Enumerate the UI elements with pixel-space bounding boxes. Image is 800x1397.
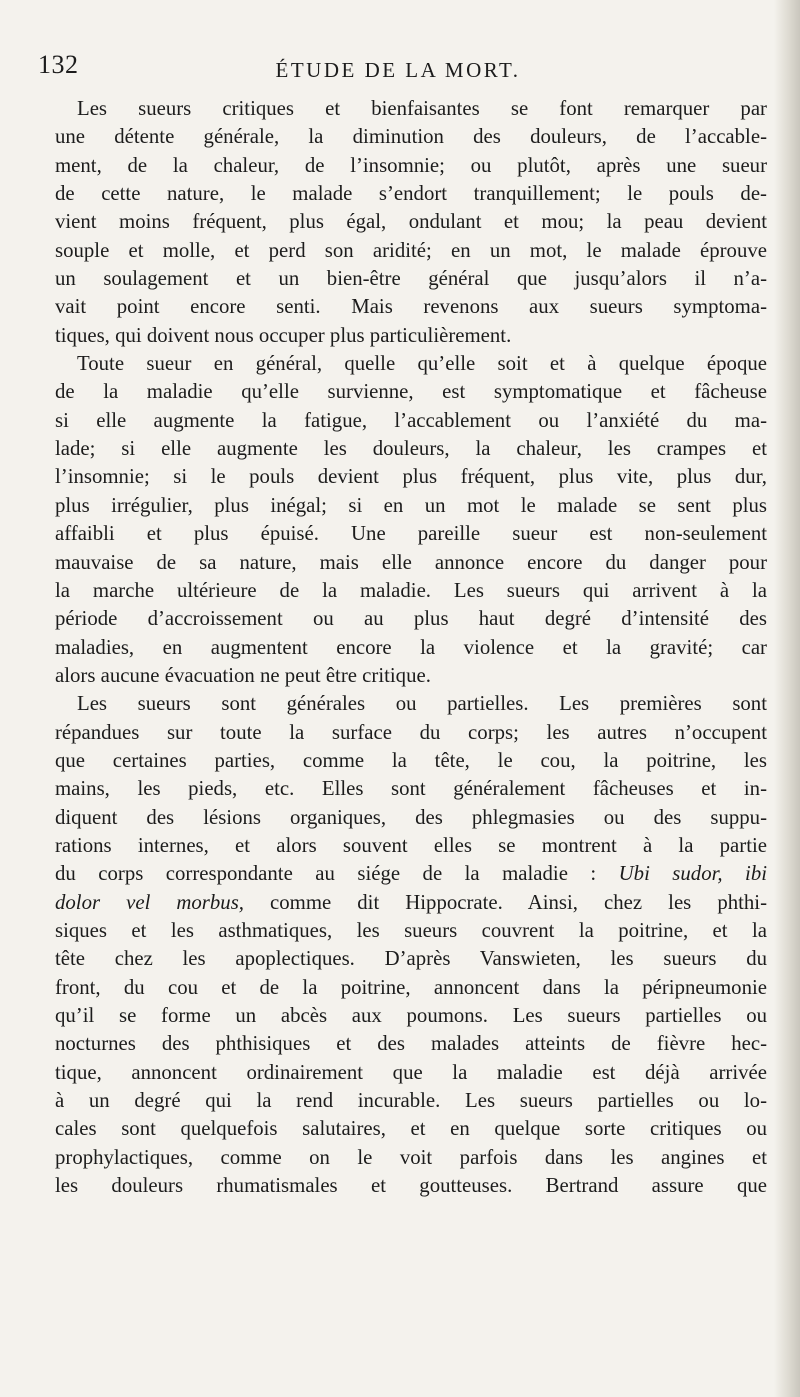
text-span: tiques, qui doivent nous occuper plus particulièrement. — [55, 323, 512, 347]
text-span: affaibli et plus épuisé. Une pareille sueur est non-seulement — [55, 522, 767, 546]
text-span: nocturnes des phthisiques et des malades atteints de fièvre hec- — [55, 1032, 767, 1056]
text-span: mauvaise de sa nature, mais elle annonce encore du danger pour — [55, 550, 767, 574]
text-line — [55, 293, 767, 321]
text-line — [55, 860, 767, 888]
text-span: que certaines parties, comme la tête, le cou, la poitrine, les — [55, 748, 767, 772]
text-span: Les sueurs critiques et bienfaisantes se font remarquer par — [77, 97, 767, 120]
page-header — [38, 50, 758, 90]
text-span: cales sont quelquefois salutaires, et en quelque sorte critiques ou — [55, 1117, 767, 1141]
text-line — [55, 265, 767, 293]
text-span: tête chez les apoplectiques. D’après Vanswieten, les sueurs du — [55, 947, 767, 971]
text-line — [55, 974, 767, 1002]
text-span: qu’il se forme un abcès aux poumons. Les sueurs partielles ou — [55, 1004, 767, 1027]
text-span: mains, les pieds, etc. Elles sont généralement fâcheuses et in- — [55, 777, 767, 801]
text-line — [55, 1030, 767, 1058]
text-line — [55, 577, 767, 605]
text-span: front, du cou et de la poitrine, annoncent dans la péripneumonie — [55, 975, 767, 999]
text-line — [55, 492, 767, 520]
text-line — [55, 463, 767, 491]
text-line — [55, 549, 767, 577]
text-line — [55, 208, 767, 236]
page-number: 132 — [38, 50, 79, 79]
body-text — [55, 95, 767, 1200]
text-span: vient moins fréquent, plus égal, ondulant et mou; la peau devient — [55, 210, 767, 234]
text-span: comme dit Hippocrate. Ainsi, chez les phthi- — [243, 890, 767, 914]
text-line — [55, 123, 767, 151]
latin-quote: dolor vel morbus, — [55, 890, 244, 914]
text-span: un soulagement et un bien-être général que jusqu’alors il n’a- — [55, 267, 767, 291]
text-line — [55, 1144, 767, 1172]
text-span: l’insomnie; si le pouls devient plus fréquent, plus vite, plus dur, — [55, 465, 767, 489]
text-line — [55, 889, 767, 917]
text-span: souple et molle, et perd son aridité; en un mot, le malade éprouve — [55, 238, 767, 262]
text-span: Toute sueur en général, quelle qu’elle soit et à quelque époque — [77, 352, 767, 376]
text-line — [55, 832, 767, 860]
text-span: les douleurs rhumatismales et goutteuses. Bertrand assure que — [55, 1174, 767, 1198]
text-span: maladies, en augmentent encore la violence et la gravité; car — [55, 635, 767, 659]
text-span: rations internes, et alors souvent elles se montrent à la partie — [55, 833, 767, 857]
text-line — [55, 1115, 767, 1143]
text-span: période d’accroissement ou au plus haut degré d’intensité des — [55, 607, 767, 631]
text-line — [55, 322, 767, 350]
text-line — [55, 407, 767, 435]
text-line — [55, 690, 767, 718]
text-line — [55, 152, 767, 180]
text-line — [55, 1002, 767, 1030]
text-span: alors aucune évacuation ne peut être critique. — [55, 663, 431, 687]
text-line — [55, 180, 767, 208]
text-span: ment, de la chaleur, de l’insomnie; ou plutôt, après une sueur — [55, 153, 767, 177]
text-line — [55, 917, 767, 945]
text-span: une détente générale, la diminution des douleurs, de l’accable- — [55, 125, 767, 149]
text-span: répandues sur toute la surface du corps; les autres n’occupent — [55, 720, 767, 744]
text-span: de cette nature, le malade s’endort tranquillement; le pouls de- — [55, 182, 767, 206]
text-span: si elle augmente la fatigue, l’accablement ou l’anxiété du ma- — [55, 408, 767, 432]
text-line — [55, 378, 767, 406]
text-span: tique, annoncent ordinairement que la maladie est déjà arrivée — [55, 1060, 767, 1084]
text-line — [55, 1172, 767, 1200]
text-span: à un degré qui la rend incurable. Les sueurs partielles ou lo- — [55, 1089, 767, 1113]
text-line — [55, 634, 767, 662]
text-line — [55, 719, 767, 747]
text-line — [55, 605, 767, 633]
text-span: Les sueurs sont générales ou partielles. Les premières sont — [77, 692, 767, 716]
text-span: la marche ultérieure de la maladie. Les sueurs qui arrivent à la — [55, 578, 767, 602]
text-line — [55, 435, 767, 463]
text-span: plus irrégulier, plus inégal; si en un mot le malade se sent plus — [55, 493, 767, 517]
text-span: du corps correspondante au siége de la maladie : — [55, 862, 597, 886]
text-line — [55, 747, 767, 775]
text-line — [55, 945, 767, 973]
text-line — [55, 1059, 767, 1087]
text-line — [55, 95, 767, 123]
text-span: diquent des lésions organiques, des phlegmasies ou des suppu- — [55, 805, 767, 829]
text-line — [55, 775, 767, 803]
latin-quote: Ubi sudor, ibi — [596, 862, 767, 886]
text-line — [55, 1087, 767, 1115]
text-line — [55, 804, 767, 832]
running-head: ÉTUDE DE LA MORT. — [275, 58, 521, 82]
text-span: lade; si elle augmente les douleurs, la chaleur, les crampes et — [55, 437, 767, 461]
text-span: vait point encore senti. Mais revenons aux sueurs symptoma- — [55, 295, 767, 319]
page-edge-shadow — [774, 0, 800, 1397]
text-line — [55, 662, 767, 690]
text-line — [55, 237, 767, 265]
text-line — [55, 520, 767, 548]
text-span: de la maladie qu’elle survienne, est symptomatique et fâcheuse — [55, 380, 767, 404]
text-span: prophylactiques, comme on le voit parfois dans les angines et — [55, 1145, 767, 1169]
text-span: siques et les asthmatiques, les sueurs couvrent la poitrine, et la — [55, 918, 767, 942]
text-line — [55, 350, 767, 378]
